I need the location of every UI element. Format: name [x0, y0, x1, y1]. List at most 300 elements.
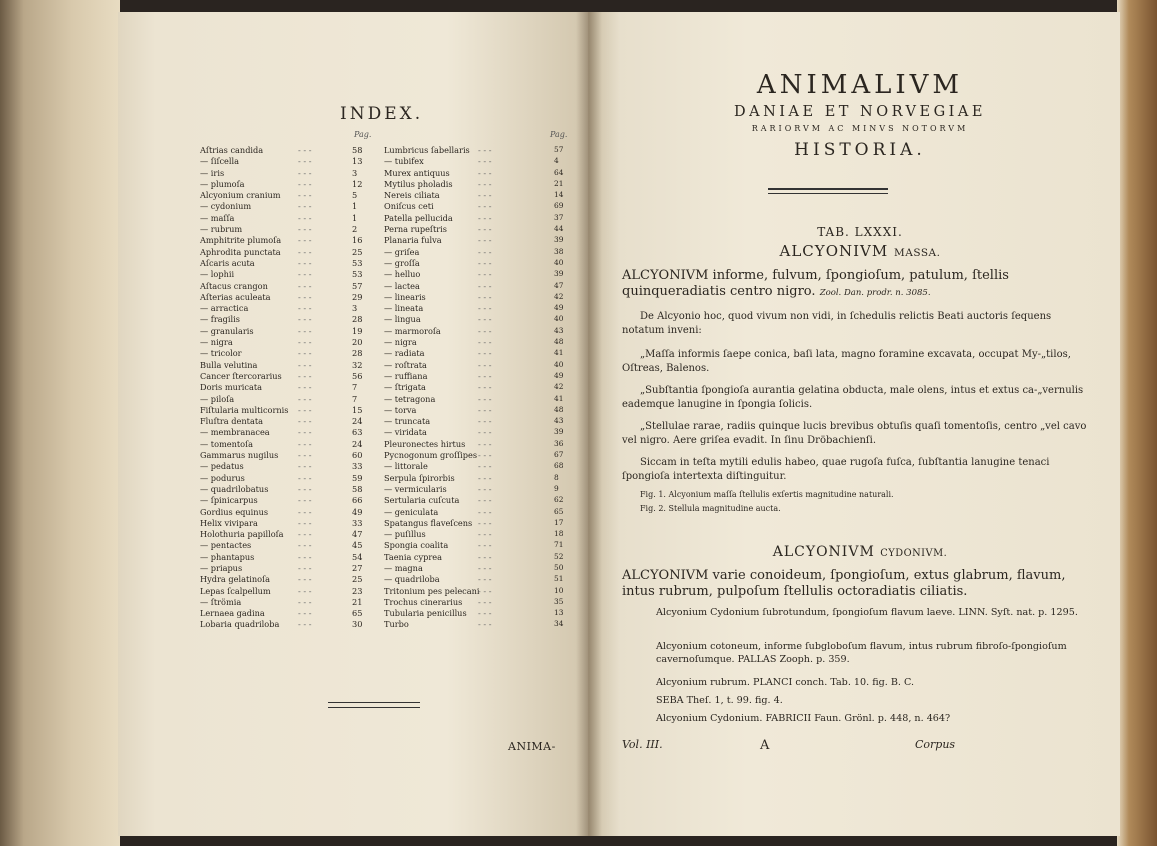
index-entry-page: 18	[554, 529, 564, 539]
species2-genus: ALCYONIVM	[772, 544, 875, 560]
index-entry-page: 32	[352, 359, 363, 370]
leader-dots: - - -	[298, 246, 312, 257]
leader-dots: - - -	[478, 450, 492, 461]
signature-mark: A	[760, 738, 770, 753]
leader-dots: - - -	[478, 461, 492, 472]
index-entry-page: 30	[352, 619, 363, 630]
index-entry-page: 7	[352, 393, 358, 404]
index-entry	[200, 247, 376, 258]
index-entry-page: 71	[554, 540, 564, 550]
index-entry	[384, 326, 572, 337]
index-entry	[384, 529, 572, 540]
index-entry-name: — piloſa	[200, 393, 235, 404]
massa-para-intro: De Alcyonio hoc, quod vivum non vidi, in ſchedulis relictis Beati auctoris ſequens notatum inveni:	[622, 311, 1052, 336]
leader-dots: - - -	[298, 495, 312, 506]
leader-dots: - - -	[298, 224, 312, 235]
leader-dots: - - -	[478, 585, 492, 596]
index-entry-name: — littorale	[384, 461, 428, 472]
index-entry	[200, 326, 376, 337]
leader-dots: - - -	[298, 314, 312, 325]
index-entry	[384, 258, 572, 269]
species-heading-massa	[600, 242, 1120, 260]
index-entry	[200, 213, 376, 224]
index-entry-page: 19	[352, 325, 363, 336]
index-entry-page: 39	[554, 269, 564, 279]
index-entry	[200, 168, 376, 179]
index-entry-name: — groſſa	[384, 257, 420, 268]
index-entry-name: — vermicularis	[384, 483, 447, 494]
index-entry	[200, 235, 376, 246]
index-entry-page: 69	[554, 201, 564, 211]
index-entry-page: 63	[352, 427, 363, 438]
rule-bottom	[328, 707, 420, 708]
leader-dots: - - -	[478, 178, 492, 189]
leader-dots: - - -	[298, 303, 312, 314]
index-entry-page: 57	[352, 280, 363, 291]
index-entry	[384, 484, 572, 495]
index-entry-page: 3	[352, 303, 358, 314]
index-entry	[384, 450, 572, 461]
index-entry-page: 60	[352, 450, 363, 461]
index-entry-name: Turbo	[384, 619, 409, 630]
index-entry	[200, 484, 376, 495]
index-entry-name: — lineata	[384, 303, 424, 314]
index-entry	[200, 145, 376, 156]
index-entry-name: — lingua	[384, 314, 421, 325]
index-entry-name: Murex antiquus	[384, 167, 450, 178]
rule-top	[328, 702, 420, 703]
index-entry-name: Planaria fulva	[384, 235, 442, 246]
index-entry-name: — granularis	[200, 325, 254, 336]
index-entry-page: 2	[352, 224, 358, 235]
index-entry-page: 13	[554, 608, 564, 618]
leader-dots: - - -	[478, 438, 492, 449]
leader-dots: - - -	[478, 257, 492, 268]
figure-caption-2: Fig. 2. Stellula magnitudine aucta.	[640, 504, 781, 513]
index-entry-page: 42	[554, 382, 564, 392]
index-entry-name: Gammarus nugilus	[200, 450, 279, 461]
index-entry	[200, 540, 376, 551]
index-entry-page: 40	[554, 359, 564, 369]
leader-dots: - - -	[478, 325, 492, 336]
index-entry	[200, 156, 376, 167]
index-entry-name: — iris	[200, 167, 225, 178]
index-entry-name: — nigra	[200, 337, 233, 348]
index-entry-name: Tritonium pes pelecani	[384, 585, 480, 596]
leader-dots: - - -	[478, 608, 492, 619]
leader-dots: - - -	[478, 529, 492, 540]
index-entry-name: Aſterias aculeata	[200, 291, 271, 302]
index-entry	[200, 382, 376, 393]
ref-seba: SEBA Theſ. 1, t. 99. fig. 4.	[656, 695, 783, 706]
index-entry-page: 40	[554, 314, 564, 324]
index-entry-page: 27	[352, 562, 363, 573]
index-entry	[200, 314, 376, 325]
index-entry-name: — viridata	[384, 427, 427, 438]
leader-dots: - - -	[298, 540, 312, 551]
index-entry-page: 56	[352, 370, 363, 381]
index-entry-page: 58	[352, 145, 363, 155]
page-edges-left	[0, 0, 120, 846]
index-entry-page: 64	[554, 167, 564, 177]
index-entry	[200, 518, 376, 529]
leader-dots: - - -	[298, 190, 312, 201]
index-entry-name: Perna rupeſtris	[384, 224, 447, 235]
index-entry-name: Helix vivipara	[200, 517, 258, 528]
index-entry-page: 23	[352, 585, 363, 596]
leader-dots: - - -	[478, 404, 492, 415]
index-entry	[384, 156, 572, 167]
index-entry	[384, 619, 572, 630]
index-entry-page: 10	[554, 585, 564, 595]
massa-para-siccam: Siccam in teſta mytili edulis habeo, quae rugoſa fuſca, ſubſtantia lanugine tenaci ſpongioſa intertexta diſtinguitur.	[622, 457, 1050, 482]
leader-dots: - - -	[298, 178, 312, 189]
ref-pallas: Alcyonium cotoneum, informe ſubgloboſum flavum, intus rubrum fibroſo-ſpongioſum cavernoſumque. PALLAS Zooph. p. 359.	[656, 641, 1067, 665]
index-entry-name: — priapus	[200, 562, 243, 573]
index-entry	[384, 382, 572, 393]
leader-dots: - - -	[478, 562, 492, 573]
index-entry-name: Spongia coalita	[384, 540, 449, 551]
index-entry-name: — podurus	[200, 472, 245, 483]
figure-caption-1: Fig. 1. Alcyonium maſſa ſtellulis exſertis magnitudine naturali.	[640, 490, 894, 499]
index-entry-name: — fragilis	[200, 314, 240, 325]
leader-dots: - - -	[298, 325, 312, 336]
index-entry-name: Tubularia penicillus	[384, 608, 467, 619]
index-entry-page: 37	[554, 212, 564, 222]
index-entry	[384, 201, 572, 212]
index-entry-page: 12	[352, 178, 363, 189]
index-entry	[200, 439, 376, 450]
index-entry	[200, 416, 376, 427]
index-entry	[200, 495, 376, 506]
index-entry-name: Bulla velutina	[200, 359, 258, 370]
index-entry-name: Hydra gelatinoſa	[200, 574, 271, 585]
leader-dots: - - -	[478, 167, 492, 178]
leader-dots: - - -	[478, 427, 492, 438]
leader-dots: - - -	[298, 483, 312, 494]
index-entry	[384, 360, 572, 371]
leader-dots: - - -	[478, 506, 492, 517]
leader-dots: - - -	[298, 359, 312, 370]
catchword-right: Corpus	[915, 738, 956, 751]
index-entry	[384, 179, 572, 190]
index-entry-name: Mytilus pholadis	[384, 178, 453, 189]
index-entry-page: 25	[352, 574, 363, 585]
index-entry-name: — pedatus	[200, 461, 244, 472]
rule-title-top	[768, 188, 888, 190]
leader-dots: - - -	[298, 337, 312, 348]
leader-dots: - - -	[298, 382, 312, 393]
index-entry-name: Fiſtularia multicornis	[200, 404, 289, 415]
index-entry-page: 50	[554, 562, 564, 572]
index-entry	[200, 507, 376, 518]
leader-dots: - - -	[478, 382, 492, 393]
index-entry-name: Sertularia cuſcuta	[384, 495, 460, 506]
index-entry	[384, 348, 572, 359]
index-entry-name: — phantapus	[200, 551, 255, 562]
index-entry-page: 53	[352, 257, 363, 268]
index-entry-page: 41	[554, 393, 564, 403]
index-entry-name: — truncata	[384, 416, 431, 427]
index-entry-name: — marmoroſa	[384, 325, 441, 336]
ref-fabricii: Alcyonium Cydonium. FABRICII Faun. Grönl. p. 448, n. 464?	[656, 713, 951, 724]
leader-dots: - - -	[298, 506, 312, 517]
index-entry-name: — lactea	[384, 280, 420, 291]
index-entry	[384, 563, 572, 574]
leader-dots: - - -	[298, 438, 312, 449]
index-entry-page: 9	[554, 483, 559, 493]
index-entry-page: 29	[352, 291, 363, 302]
leader-dots: - - -	[298, 427, 312, 438]
leader-dots: - - -	[298, 167, 312, 178]
index-entry	[384, 292, 572, 303]
index-entry-page: 33	[352, 517, 363, 528]
index-entry-name: — ſtrigata	[384, 382, 426, 393]
index-entry	[200, 303, 376, 314]
index-entry	[384, 495, 572, 506]
leader-dots: - - -	[298, 461, 312, 472]
index-entry	[384, 405, 572, 416]
index-entry-name: Lobaria quadriloba	[200, 619, 280, 630]
leader-dots: - - -	[478, 235, 492, 246]
index-entry-name: — arractica	[200, 303, 249, 314]
index-entry-page: 36	[554, 438, 564, 448]
leader-dots: - - -	[298, 517, 312, 528]
index-entry-name: Aſtrias candida	[200, 145, 264, 155]
index-entry-page: 7	[352, 382, 358, 393]
index-entry-name: Fluſtra dentata	[200, 416, 263, 427]
index-entry-name: Aphrodita punctata	[200, 246, 281, 257]
index-entry-page: 59	[352, 472, 363, 483]
index-entry	[200, 258, 376, 269]
index-entry-page: 68	[554, 461, 564, 471]
index-entry	[200, 450, 376, 461]
leader-dots: - - -	[298, 156, 312, 167]
index-entry-name: — plumoſa	[200, 178, 245, 189]
leader-dots: - - -	[298, 145, 312, 155]
index-entry-name: — magna	[384, 562, 423, 573]
index-entry	[384, 574, 572, 585]
index-entry	[200, 597, 376, 608]
index-entry-page: 21	[554, 178, 564, 188]
leader-dots: - - -	[298, 201, 312, 212]
index-entry	[200, 619, 376, 630]
index-entry-name: — maſſa	[200, 212, 235, 223]
index-entry-name: — rubrum	[200, 224, 243, 235]
index-entry	[384, 337, 572, 348]
index-entry-name: Pleuronectes hirtus	[384, 438, 466, 449]
pag-label-col2: Pag.	[550, 130, 568, 139]
index-entry-page: 20	[352, 337, 363, 348]
index-entry	[200, 348, 376, 359]
index-entry-name: Pycnogonum groſſipes	[384, 450, 478, 461]
index-entry-page: 40	[554, 257, 564, 267]
index-entry	[384, 235, 572, 246]
index-entry-name: Spatangus flaveſcens	[384, 517, 473, 528]
index-entry	[200, 201, 376, 212]
volume-label: Vol. III.	[622, 738, 663, 751]
index-entry	[200, 337, 376, 348]
index-entry-page: 5	[352, 190, 358, 201]
massa-diagnosis-ref: Zool. Dan. prodr. n. 3085.	[819, 288, 931, 298]
index-entry-page: 16	[352, 235, 363, 246]
index-entry-page: 43	[554, 325, 564, 335]
index-entry-page: 17	[554, 517, 564, 527]
index-entry-name: — puſillus	[384, 529, 426, 540]
index-entry-name: Nereis ciliata	[384, 190, 440, 201]
leader-dots: - - -	[478, 145, 492, 155]
index-entry	[200, 281, 376, 292]
index-entry-page: 44	[554, 224, 564, 234]
index-entry-name: Oniſcus ceti	[384, 201, 434, 212]
index-entry	[384, 473, 572, 484]
leader-dots: - - -	[298, 529, 312, 540]
index-entry	[384, 168, 572, 179]
massa-para-stellulae: „Stellulae rarae, radiis quinque lucis brevibus obtuſis quaſi tomentoſis, centro „vel cavo vel nigro. Aere griſea evadit. In ſinu Dröbachienſi.	[622, 421, 1087, 446]
leader-dots: - - -	[298, 574, 312, 585]
leader-dots: - - -	[478, 619, 492, 630]
index-entry	[200, 608, 376, 619]
index-entry	[384, 145, 572, 156]
leader-dots: - - -	[298, 608, 312, 619]
leader-dots: - - -	[298, 596, 312, 607]
index-entry	[384, 518, 572, 529]
index-entry-name: Aſtacus crangon	[200, 280, 268, 291]
index-entry	[384, 394, 572, 405]
ref-planci: Alcyonium rubrum. PLANCI conch. Tab. 10. fig. B. C.	[656, 677, 915, 688]
leader-dots: - - -	[478, 246, 492, 257]
index-entry-page: 25	[352, 246, 363, 257]
index-entry-page: 1	[352, 201, 358, 212]
index-entry-name: — membranacea	[200, 427, 270, 438]
species-genus: ALCYONIVM	[779, 242, 889, 260]
index-entry-name: — quadrilobatus	[200, 483, 269, 494]
index-entry	[384, 190, 572, 201]
index-entry	[384, 439, 572, 450]
index-entry	[384, 507, 572, 518]
index-entry	[200, 461, 376, 472]
leader-dots: - - -	[478, 280, 492, 291]
index-entry-page: 33	[352, 461, 363, 472]
index-entry	[384, 269, 572, 280]
leader-dots: - - -	[298, 585, 312, 596]
leader-dots: - - -	[298, 416, 312, 427]
index-entry-name: Trochus cinerarius	[384, 596, 463, 607]
index-entry-page: 53	[352, 269, 363, 280]
index-entry-name: — tubifex	[384, 156, 424, 167]
leader-dots: - - -	[298, 404, 312, 415]
leader-dots: - - -	[298, 472, 312, 483]
index-entry-page: 65	[352, 608, 363, 619]
title-animalium: ANIMALIVM	[756, 70, 964, 100]
index-entry-page: 24	[352, 438, 363, 449]
index-entry-page: 28	[352, 314, 363, 325]
index-entry	[384, 281, 572, 292]
leader-dots: - - -	[478, 212, 492, 223]
index-entry-page: 48	[554, 337, 564, 347]
index-entry	[200, 292, 376, 303]
index-entry-page: 65	[554, 506, 564, 516]
index-entry	[200, 360, 376, 371]
leader-dots: - - -	[478, 517, 492, 528]
leader-dots: - - -	[478, 190, 492, 201]
leader-dots: - - -	[298, 551, 312, 562]
cydonium-diagnosis: ALCYONIVM varie conoideum, ſpongioſum, extus glabrum, flavum, intus rubrum, pulpoſum ſtellulis octoradiatis ciliatis.	[622, 568, 1066, 599]
index-entry-page: 39	[554, 427, 564, 437]
leader-dots: - - -	[478, 574, 492, 585]
index-entry-page: 4	[554, 156, 559, 166]
index-entry-name: — roſtrata	[384, 359, 427, 370]
index-entry	[200, 552, 376, 563]
index-entry-page: 14	[554, 190, 564, 200]
index-entry	[384, 540, 572, 551]
index-entry-page: 28	[352, 348, 363, 359]
leader-dots: - - -	[478, 348, 492, 359]
index-entry	[384, 586, 572, 597]
index-entry-name: Amphitrite plumoſa	[200, 235, 282, 246]
title-rariorum: RARIORVM AC MINVS NOTORVM	[751, 124, 969, 133]
leader-dots: - - -	[478, 337, 492, 348]
index-entry-page: 13	[352, 156, 363, 167]
index-entry-page: 42	[554, 291, 564, 301]
massa-diagnosis	[622, 268, 1092, 301]
species2-epithet: CYDONIVM.	[880, 548, 948, 559]
leader-dots: - - -	[478, 495, 492, 506]
massa-para-substantia: „Subſtantia ſpongioſa aurantia gelatina obducta, male olens, intus et extus ca-„vernulis eademque lanugine in ſpongia ſolicis.	[622, 385, 1084, 410]
index-entry	[384, 552, 572, 563]
index-entry-name: — lophii	[200, 269, 235, 280]
index-entry-name: Holothuria papilloſa	[200, 529, 284, 540]
index-entry-page: 49	[554, 370, 564, 380]
index-entry	[200, 190, 376, 201]
index-entry	[384, 213, 572, 224]
leader-dots: - - -	[298, 450, 312, 461]
index-entry-name: — geniculata	[384, 506, 439, 517]
index-entry-name: — cydonium	[200, 201, 252, 212]
leader-dots: - - -	[478, 540, 492, 551]
index-entry	[384, 303, 572, 314]
index-entry-name: — tomentoſa	[200, 438, 254, 449]
index-entry-page: 67	[554, 450, 564, 460]
catchword-left: ANIMA-	[508, 740, 556, 753]
index-entry	[200, 529, 376, 540]
index-entry-name: — griſea	[384, 246, 420, 257]
leader-dots: - - -	[298, 393, 312, 404]
index-entry	[384, 247, 572, 258]
index-entry-name: — tricolor	[200, 348, 242, 359]
index-entry-name: — radiata	[384, 348, 425, 359]
index-entry-page: 43	[554, 416, 564, 426]
index-entry-name: Patella pellucida	[384, 212, 453, 223]
index-entry-page: 24	[352, 416, 363, 427]
index-entry	[200, 586, 376, 597]
rule-title-bottom	[768, 193, 888, 194]
index-entry-name: — ſtrömia	[200, 596, 242, 607]
leader-dots: - - -	[298, 269, 312, 280]
index-entry-name: — quadriloba	[384, 574, 440, 585]
pag-label-col1: Pag.	[354, 130, 372, 139]
book-gutter	[576, 12, 602, 836]
index-entry-page: 62	[554, 495, 564, 505]
index-entry-name: — ſiſcella	[200, 156, 240, 167]
title-daniae: DANIAE ET NORVEGIAE	[734, 104, 986, 120]
leader-dots: - - -	[478, 156, 492, 167]
leader-dots: - - -	[298, 212, 312, 223]
index-entry-name: Alcyonium cranium	[200, 190, 281, 201]
index-entry-page: 3	[352, 167, 358, 178]
index-entry	[200, 371, 376, 382]
leader-dots: - - -	[478, 269, 492, 280]
